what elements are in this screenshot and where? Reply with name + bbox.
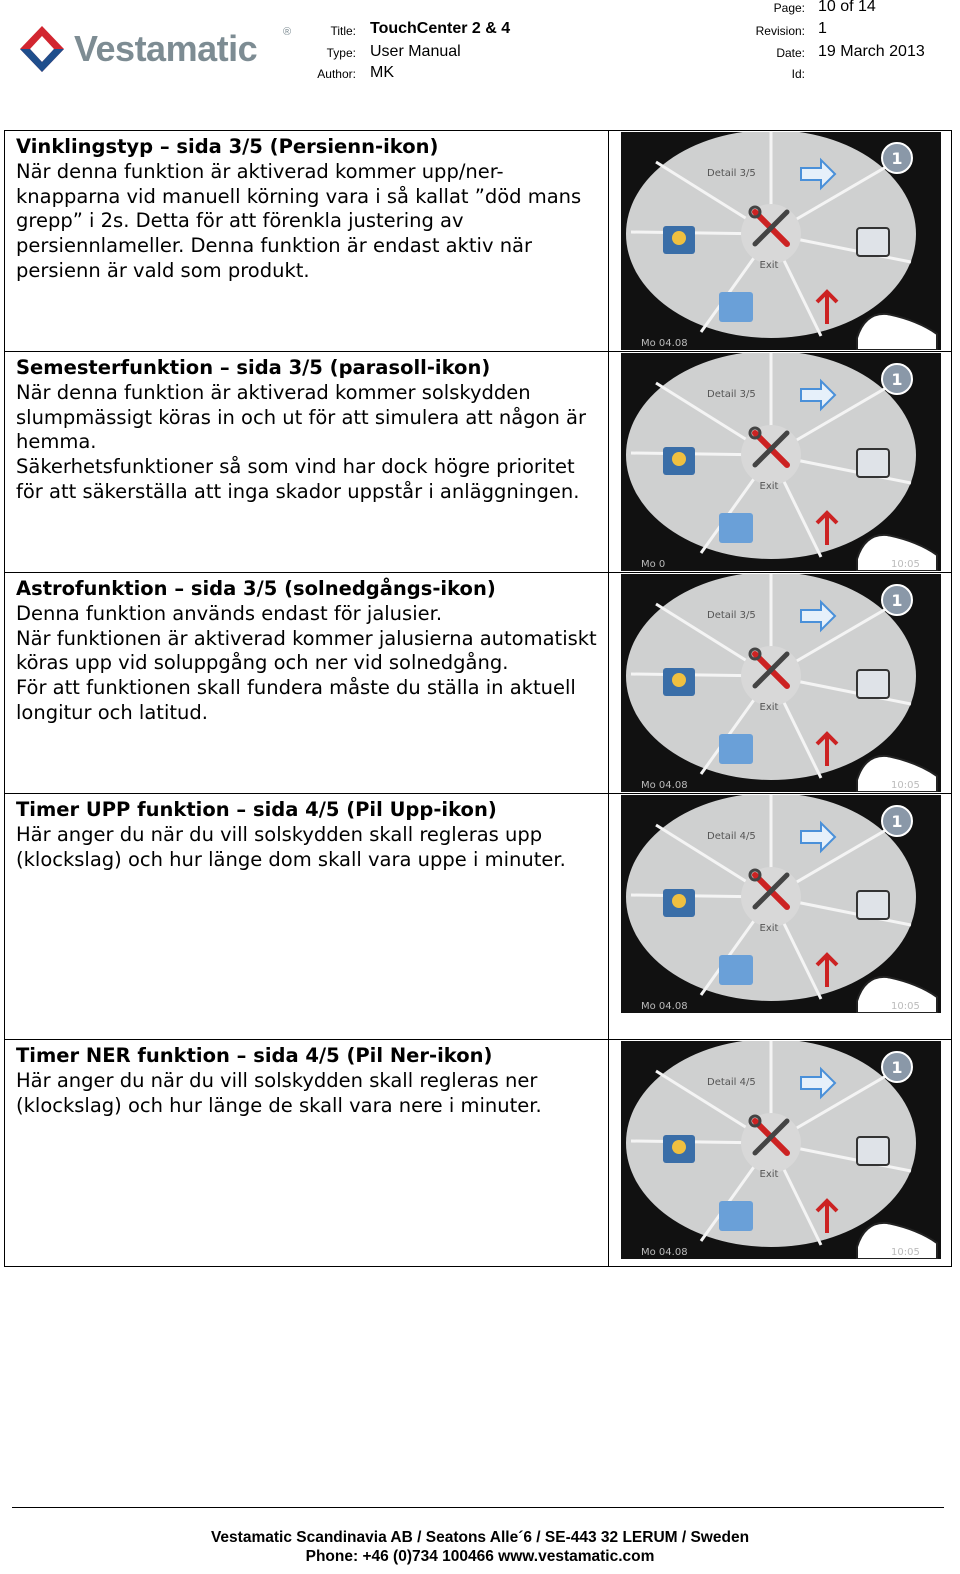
function-paragraph: Säkerhetsfunktioner så som vind har dock högre prioritet för att säkerställa att inga skador uppstår i anläggningen. xyxy=(16,455,580,503)
detail-label: Detail 4/5 xyxy=(707,1077,757,1088)
footer-contact: Phone: +46 (0)734 100466 www.vestamatic.com xyxy=(305,1548,655,1565)
bottom-left-function-icon xyxy=(719,955,753,985)
footer-address: Vestamatic Scandinavia AB / Seatons Alle´6 / SE-443 32 LERUM / Sweden xyxy=(210,1529,750,1546)
bottom-left-function-icon xyxy=(719,734,753,764)
function-paragraph: Denna funktion används endast för jalusier. xyxy=(16,601,443,625)
vestamatic-diamond-icon xyxy=(18,24,66,74)
logo-text: Vestamatic xyxy=(74,28,258,69)
screen-time: 10:05 xyxy=(891,1001,921,1012)
exit-label: Exit xyxy=(760,702,779,713)
screen-date: Mo 04.08 xyxy=(641,338,689,349)
function-heading: Vinklingstyp – sida 3/5 (Persienn-ikon) xyxy=(16,135,439,158)
author-label: Author: xyxy=(317,67,356,81)
exit-label: Exit xyxy=(760,481,779,492)
function-paragraph: Här anger du när du vill solskydden skall regleras ner (klockslag) och hur länge de skall vara nere i minuter. xyxy=(16,1068,542,1117)
table-row xyxy=(5,573,952,794)
title-label: Title: xyxy=(330,24,356,38)
table-row xyxy=(5,794,952,1040)
detail-label: Detail 4/5 xyxy=(707,831,757,842)
doc-author: MK xyxy=(370,64,394,81)
right-function-icon xyxy=(857,449,889,477)
screen-date: Mo 04.08 xyxy=(641,1001,689,1012)
vestamatic-logo xyxy=(18,24,292,76)
screen-date: Mo 04.08 xyxy=(641,1247,689,1258)
touchcenter-screen xyxy=(621,132,941,350)
detail-label: Detail 3/5 xyxy=(707,168,757,179)
doc-type: User Manual xyxy=(370,43,461,60)
screen-date: Mo 0 xyxy=(641,559,666,570)
right-function-icon xyxy=(857,228,889,256)
bottom-left-function-icon xyxy=(719,1201,753,1231)
right-function-icon xyxy=(857,670,889,698)
screen-date: Mo 04.08 xyxy=(641,780,689,791)
bottom-left-function-icon xyxy=(719,292,753,322)
date-label: Date: xyxy=(776,46,805,60)
doc-page: 10 of 14 xyxy=(818,0,876,15)
screen-time: 10:05 xyxy=(891,559,921,570)
screen-illustration-cell xyxy=(609,573,952,794)
screen-illustration-cell xyxy=(609,1040,952,1267)
function-paragraph: Här anger du när du vill solskydden skall regleras upp (klockslag) och hur länge dom skall vara uppe i minuter. xyxy=(16,822,566,871)
function-heading: Timer NER funktion – sida 4/5 (Pil Ner-ikon) xyxy=(16,1044,493,1067)
screen-illustration-cell xyxy=(609,794,952,1040)
function-paragraph: När funktionen är aktiverad kommer jalusierna automatiskt köras upp vid soluppgång och ner vid solnedgång. xyxy=(16,626,597,675)
id-label: Id: xyxy=(791,67,805,81)
page-badge: 1 xyxy=(891,149,904,168)
exit-label: Exit xyxy=(760,260,779,271)
function-description xyxy=(5,131,609,352)
table-row xyxy=(5,1040,952,1267)
touchcenter-screen xyxy=(621,574,941,792)
function-table xyxy=(4,130,952,1267)
touchcenter-screen xyxy=(621,353,941,571)
type-label: Type: xyxy=(326,46,356,60)
function-heading: Timer UPP funktion – sida 4/5 (Pil Upp-ikon) xyxy=(16,798,497,821)
table-row xyxy=(5,352,952,573)
page-badge: 1 xyxy=(891,370,904,389)
function-heading: Semesterfunktion – sida 3/5 (parasoll-ikon) xyxy=(16,356,491,379)
touchcenter-screen xyxy=(621,795,941,1013)
screen-time: 10:05 xyxy=(891,1247,921,1258)
doc-title: TouchCenter 2 & 4 xyxy=(370,20,511,37)
footer-divider xyxy=(12,1507,944,1508)
right-function-icon xyxy=(857,891,889,919)
right-function-icon xyxy=(857,1137,889,1165)
screen-illustration-cell xyxy=(609,352,952,573)
doc-date: 19 March 2013 xyxy=(818,43,925,60)
touchcenter-screen xyxy=(621,1041,941,1259)
page-label: Page: xyxy=(773,1,805,15)
function-heading: Astrofunktion – sida 3/5 (solnedgångs-ikon) xyxy=(16,577,496,600)
function-description xyxy=(5,352,609,573)
page-badge: 1 xyxy=(891,591,904,610)
function-description xyxy=(5,1040,609,1267)
detail-label: Detail 3/5 xyxy=(707,389,757,400)
table-row xyxy=(5,131,952,352)
doc-revision: 1 xyxy=(818,20,827,37)
function-description xyxy=(5,573,609,794)
document-header xyxy=(0,0,960,100)
screen-time: 10:05 xyxy=(891,780,921,791)
function-paragraph: När denna funktion är aktiverad kommer solskydden slumpmässigt köras in och ut för att simulera att någon är hemma. xyxy=(16,380,586,454)
function-paragraph: För att funktionen skall fundera måste du ställa in aktuell longitur och latitud. xyxy=(16,676,576,724)
page-badge: 1 xyxy=(891,1058,904,1077)
exit-label: Exit xyxy=(760,1169,779,1180)
page-badge: 1 xyxy=(891,812,904,831)
logo-registered-mark: ® xyxy=(283,26,292,38)
detail-label: Detail 3/5 xyxy=(707,610,757,621)
function-description xyxy=(5,794,609,1040)
screen-illustration-cell xyxy=(609,131,952,352)
function-paragraph: När denna funktion är aktiverad kommer upp/ner-knapparna vid manuell körning vara i så kallat ”död mans grepp” i 2s. Detta för att förenkla justering av persiennlameller. Denna funktion är endast aktiv när persienn är vald som produkt. xyxy=(16,159,582,282)
revision-label: Revision: xyxy=(755,24,805,38)
bottom-left-function-icon xyxy=(719,513,753,543)
exit-label: Exit xyxy=(760,923,779,934)
